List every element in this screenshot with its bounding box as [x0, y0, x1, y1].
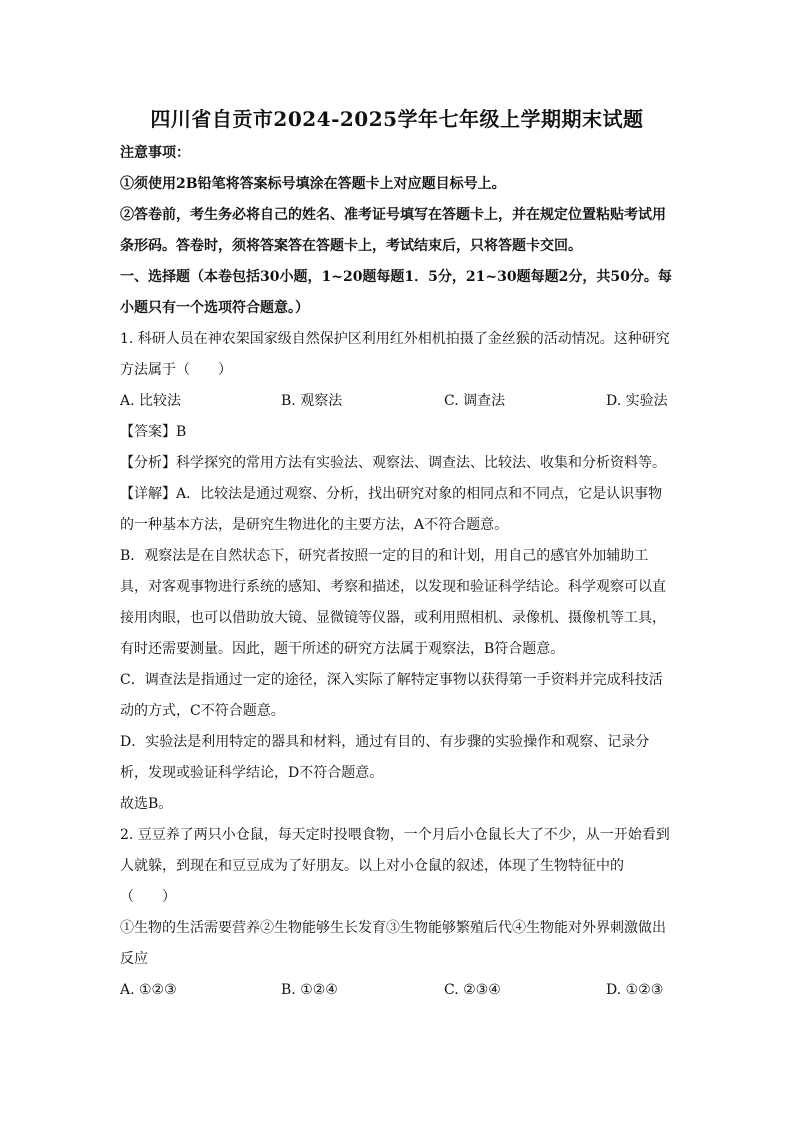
q2-option-b: B. ①②④ — [281, 982, 338, 998]
q2-stem-line-5: 反应 — [120, 951, 148, 967]
q1-detail-line: 析，发现或验证科学结论，D不符合题意。 — [120, 765, 384, 781]
notice-item-2-line-1: ②答卷前，考生务必将自己的姓名、准考证号填写在答题卡上，并在规定位置粘贴考试用 — [120, 207, 666, 223]
notice-heading: 注意事项： — [120, 145, 190, 161]
q1-option-a: A. 比较法 — [120, 393, 182, 409]
q1-detail-line: B．观察法是在自然状态下，研究者按照一定的目的和计划，用自己的感官外加辅助工 — [120, 548, 649, 564]
q2-stem-line-2: 人就躲，到现在和豆豆成为了好朋友。以上对小仓鼠的叙述，体现了生物特征中的 — [120, 858, 624, 874]
q1-detail-line: 接用肉眼，也可以借助放大镜、显微镜等仪器，或利用照相机、录像机、摄像机等工具， — [120, 610, 666, 626]
q1-analysis: 【分析】科学探究的常用方法有实验法、观察法、调查法、比较法、收集和分析资料等。 — [120, 455, 666, 471]
q1-option-c: C. 调查法 — [444, 393, 506, 409]
q1-detail-line: 【详解】A．比较法是通过观察、分析，找出研究对象的相同点和不同点，它是认识事物 — [120, 486, 663, 502]
q1-option-d: D. 实验法 — [606, 393, 668, 409]
q1-detail-line: 的一种基本方法，是研究生物进化的主要方法，A不符合题意。 — [120, 517, 509, 533]
q2-stem-line-3: （ ） — [120, 889, 176, 905]
q1-detail-line: 有时还需要测量。因此，题干所述的研究方法属于观察法，B符合题意。 — [120, 641, 565, 657]
q1-stem-line-1: 1. 科研人员在神农架国家级自然保护区利用红外相机拍摄了金丝猴的活动情况。这种研究 — [120, 331, 670, 347]
q2-option-d: D. ①②③ — [606, 982, 664, 998]
notice-item-2-line-2: 条形码。答卷时，须将答案答在答题卡上，考试结束后，只将答题卡交回。 — [120, 238, 582, 254]
q2-stem-line-1: 2. 豆豆养了两只小仓鼠，每天定时投喂食物，一个月后小仓鼠长大了不少，从一开始看到 — [120, 827, 670, 843]
q1-answer: 【答案】B — [120, 424, 187, 440]
q1-stem-line-2: 方法属于（ ） — [120, 362, 232, 378]
page-title: 四川省自贡市2024-2025学年七年级上学期期末试题 — [150, 107, 644, 131]
q1-detail-line: D．实验法是利用特定的器具和材料，通过有目的、有步骤的实验操作和观察、记录分 — [120, 734, 650, 750]
q2-option-c: C. ②③④ — [444, 982, 501, 998]
section-1-heading-line-1: 一、选择题（本卷包括30小题，1~20题每题1．5分，21~30题每题2分，共50分。每 — [120, 269, 672, 285]
section-1-heading-line-2: 小题只有一个选项符合题意。） — [120, 300, 309, 316]
notice-item-1: ①须使用2B铅笔将答案标号填涂在答题卡上对应题目标号上。 — [120, 176, 506, 192]
q2-option-a: A. ①②③ — [120, 982, 177, 998]
q1-detail-line: 动的方式，C不符合题意。 — [120, 703, 285, 719]
q1-detail-line: C．调查法是指通过一定的途径，深入实际了解特定事物以获得第一手资料并完成科技活 — [120, 672, 663, 688]
q2-stem-line-4: ①生物的生活需要营养②生物能够生长发育③生物能够繁殖后代④生物能对外界刺激做出 — [120, 920, 666, 936]
q1-detail-line: 故选B。 — [120, 796, 173, 812]
q1-detail-line: 具，对客观事物进行系统的感知、考察和描述，以发现和验证科学结论。科学观察可以直 — [120, 579, 666, 595]
q1-option-b: B. 观察法 — [281, 393, 343, 409]
